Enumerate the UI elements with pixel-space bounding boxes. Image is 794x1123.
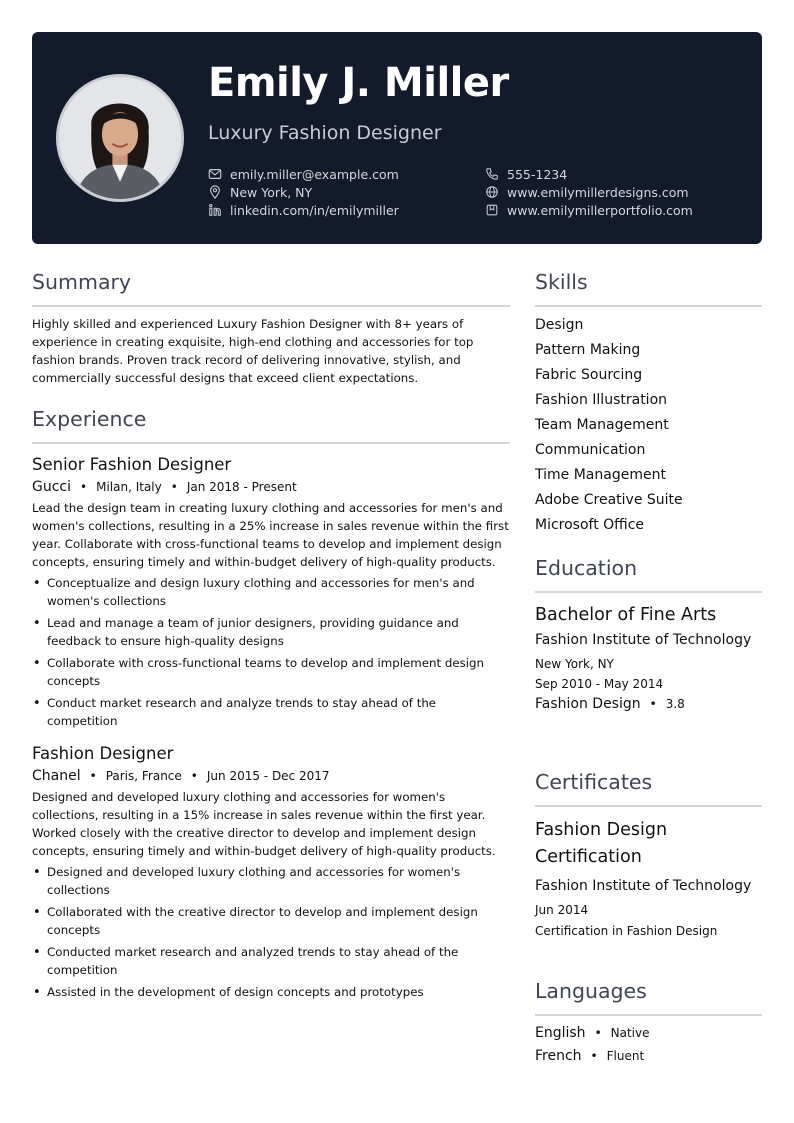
skill-item: Team Management <box>535 417 669 433</box>
job-description: Lead the design team in creating luxury clothing and accessories for men's and women's collections, resulting in a 25% increase in sales revenue within the first year. Collaborate with cross-functional teams to develop and implement design concepts, ensuring timely and within-budget delivery of high-quality products. <box>32 501 509 569</box>
education-field-gpa <box>535 696 762 712</box>
contact-linkedin-text: linkedin.com/in/emilymiller <box>230 202 399 218</box>
job-title: Fashion Designer <box>32 744 174 763</box>
linkedin-icon <box>208 203 222 217</box>
skills-list <box>535 313 762 538</box>
languages-heading: Languages <box>535 979 647 1003</box>
list-item: • Designed and developed luxury clothing and accessories for women's collections <box>32 863 510 899</box>
meta-separator: • <box>594 1026 602 1040</box>
summary-text: Highly skilled and experienced Luxury Fashion Designer with 8+ years of experience in creating exquisite, high-end clothing and accessories for top fashion brands. Proven track record of delivering innovative, stylish, and commercially successful designs that exceed client expectations. <box>32 317 474 385</box>
skill-item: Microsoft Office <box>535 517 645 533</box>
job-dates: Jan 2018 - Present <box>186 480 297 494</box>
certificates-section <box>535 770 762 938</box>
meta-separator: • <box>89 769 97 783</box>
summary-divider <box>32 305 510 307</box>
contact-phone[interactable] <box>485 166 567 182</box>
skills-divider <box>535 305 762 307</box>
education-dates: Sep 2010 - May 2014 <box>535 677 664 691</box>
skill-item: Pattern Making <box>535 342 641 358</box>
language-item <box>535 1025 762 1041</box>
candidate-name: Emily J. Miller <box>208 60 509 106</box>
languages-section <box>535 979 762 1064</box>
list-item: • Assisted in the development of design concepts and prototypes <box>32 983 510 1001</box>
list-item: • Collaborate with cross-functional teams to develop and implement design concepts <box>32 654 510 690</box>
list-item: • Conceptualize and design luxury clothing and accessories for men's and women's collections <box>32 574 510 610</box>
meta-separator: • <box>590 1049 598 1063</box>
education-gpa: 3.8 <box>665 697 685 711</box>
meta-separator: • <box>190 769 198 783</box>
meta-separator: • <box>80 480 88 494</box>
languages-divider <box>535 1014 762 1016</box>
skills-heading: Skills <box>535 270 588 294</box>
summary-section <box>32 270 510 387</box>
job-location: Paris, France <box>105 769 182 783</box>
contact-portfolio[interactable] <box>485 202 693 218</box>
education-divider <box>535 591 762 593</box>
job-entry <box>32 455 510 730</box>
contact-email[interactable] <box>208 166 399 182</box>
skills-section <box>535 270 762 538</box>
bookmark-icon <box>485 203 499 217</box>
map-pin-icon <box>208 185 222 199</box>
job-title: Senior Fashion Designer <box>32 455 232 474</box>
contact-website[interactable] <box>485 184 689 200</box>
profile-photo <box>56 74 184 202</box>
job-meta <box>32 768 510 784</box>
skill-item: Fashion Illustration <box>535 392 668 408</box>
job-dates: Jun 2015 - Dec 2017 <box>206 769 330 783</box>
contact-location-text: New York, NY <box>230 184 313 200</box>
meta-separator: • <box>649 697 657 711</box>
certificate-issuer: Fashion Institute of Technology <box>535 878 752 894</box>
education-heading: Education <box>535 556 638 580</box>
contact-linkedin[interactable] <box>208 202 399 218</box>
language-name: French <box>535 1048 582 1064</box>
education-section <box>535 556 762 712</box>
certificate-date: Jun 2014 <box>535 903 589 917</box>
job-location: Milan, Italy <box>96 480 162 494</box>
contact-email-text: emily.miller@example.com <box>230 166 399 182</box>
envelope-icon <box>208 167 222 181</box>
job-bullets <box>32 574 510 730</box>
globe-icon <box>485 185 499 199</box>
certificate-name: Fashion Design Certification <box>535 820 668 867</box>
language-level: Fluent <box>606 1049 645 1063</box>
skill-item: Time Management <box>535 467 666 483</box>
list-item: • Collaborated with the creative director to develop and implement design concepts <box>32 903 510 939</box>
skill-item: Fabric Sourcing <box>535 367 643 383</box>
summary-heading: Summary <box>32 270 132 294</box>
list-item: • Conduct market research and analyze trends to stay ahead of the competition <box>32 694 510 730</box>
skill-item: Design <box>535 317 584 333</box>
education-school: Fashion Institute of Technology <box>535 632 752 648</box>
language-level: Native <box>610 1026 650 1040</box>
list-item: • Conducted market research and analyzed trends to stay ahead of the competition <box>32 943 510 979</box>
experience-divider <box>32 442 510 444</box>
certificates-divider <box>535 805 762 807</box>
profile-photo-illustration <box>59 77 181 199</box>
contact-phone-text: 555-1234 <box>507 166 568 182</box>
certificate-description: Certification in Fashion Design <box>535 924 718 938</box>
language-name: English <box>535 1025 586 1041</box>
job-company: Chanel <box>32 768 81 784</box>
education-degree: Bachelor of Fine Arts <box>535 605 717 625</box>
skill-item: Adobe Creative Suite <box>535 492 683 508</box>
job-bullets <box>32 863 510 1001</box>
phone-icon <box>485 167 499 181</box>
resume-header <box>32 32 762 244</box>
contact-portfolio-text: www.emilymillerportfolio.com <box>507 202 693 218</box>
experience-section <box>32 407 510 1005</box>
experience-heading: Experience <box>32 407 147 431</box>
contact-website-text: www.emilymillerdesigns.com <box>507 184 689 200</box>
meta-separator: • <box>170 480 178 494</box>
candidate-role: Luxury Fashion Designer <box>208 122 442 144</box>
job-description: Designed and developed luxury clothing and accessories for women's collections, resulting in a 15% increase in sales revenue within the first year. Worked closely with the creative director to develop and implement design concepts, ensuring timely and within-budget delivery of high-quality products. <box>32 790 496 858</box>
education-location: New York, NY <box>535 657 614 671</box>
job-meta <box>32 479 510 495</box>
language-item <box>535 1048 762 1064</box>
job-entry <box>32 744 510 1001</box>
contact-location <box>208 184 312 200</box>
list-item: • Lead and manage a team of junior designers, providing guidance and feedback to ensure high-quality designs <box>32 614 510 650</box>
skill-item: Communication <box>535 442 646 458</box>
certificates-heading: Certificates <box>535 770 653 794</box>
education-field: Fashion Design <box>535 696 641 712</box>
job-company: Gucci <box>32 479 72 495</box>
